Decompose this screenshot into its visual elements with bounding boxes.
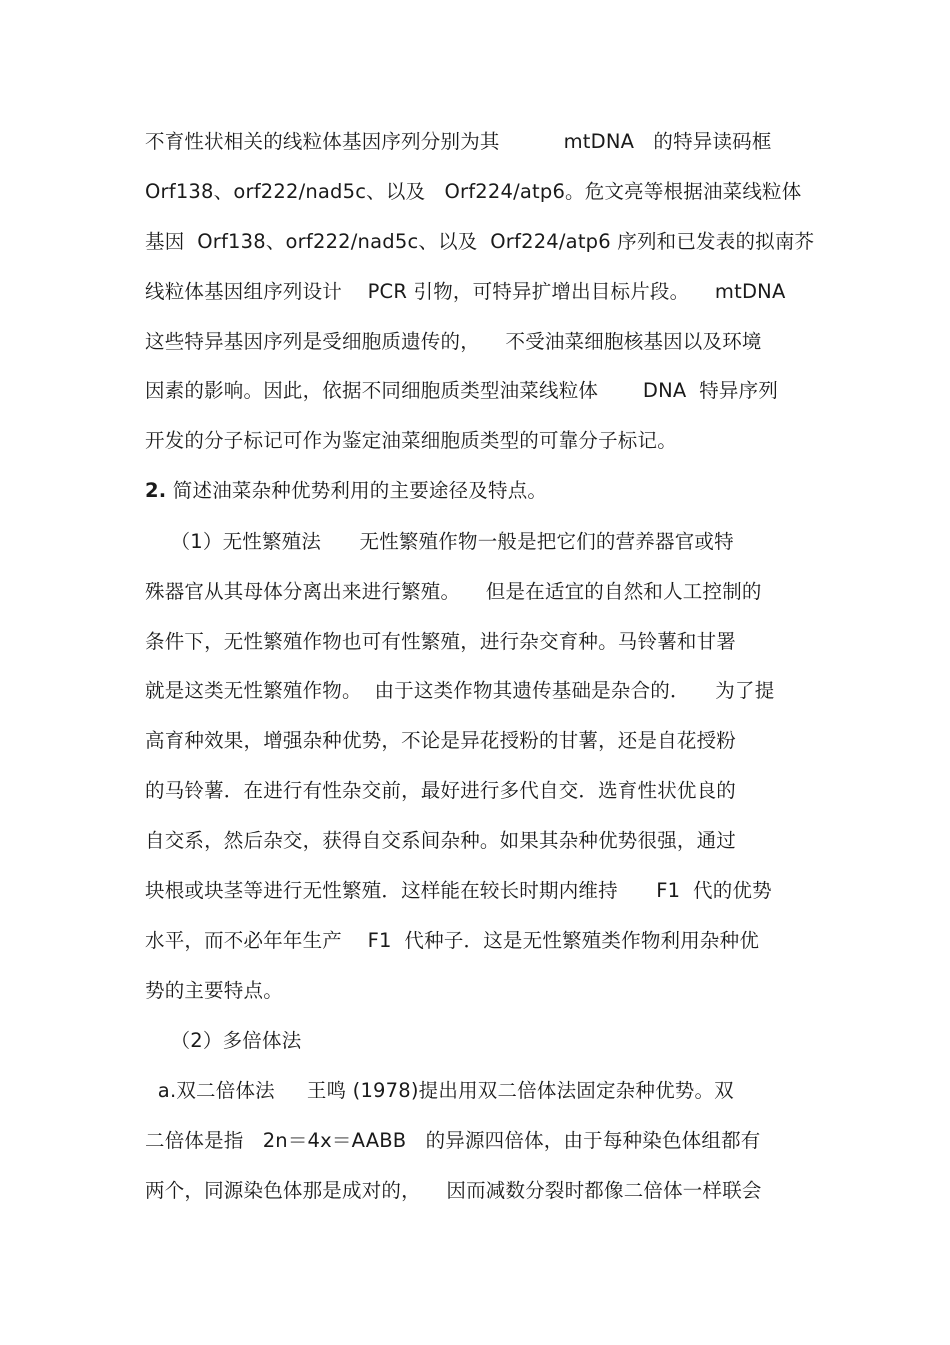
text-line: 势的主要特点。 (145, 979, 283, 1002)
text-line: 这些特异基因序列是受细胞质遗传的， 不受油菜细胞核基因以及环境 (145, 330, 762, 353)
text-line: 二倍体是指 2n＝4x＝AABB 的异源四倍体，由于每种染色体组都有 (145, 1129, 761, 1152)
text-line: （1）无性繁殖法 无性繁殖作物一般是把它们的营养器官或特 (145, 530, 734, 553)
text-line: 自交系，然后杂交，获得自交系间杂种。如果其杂种优势很强，通过 (145, 829, 737, 852)
heading-text: 简述油菜杂种优势利用的主要途径及特点。 (172, 479, 548, 502)
text-line: 基因 Orf138、orf222/nad5c、以及 Orf224/atp6 序列和已发表的拟南芥 (145, 230, 815, 253)
text-line: 线粒体基因组序列设计 PCR 引物，可特异扩增出目标片段。 mtDNA (145, 280, 786, 303)
text-line: （2）多倍体法 (145, 1029, 302, 1052)
text-line: 就是这类无性繁殖作物。 由于这类作物其遗传基础是杂合的． 为了提 (145, 679, 775, 702)
text-line: Orf138、orf222/nad5c、以及 Orf224/atp6。危文亮等根据油菜线粒体 (145, 180, 802, 203)
text-line: 的马铃薯．在进行有性杂交前，最好进行多代自交．选育性状优良的 (145, 779, 737, 802)
text-line: 因素的影响。因此，依据不同细胞质类型油菜线粒体 DNA 特异序列 (145, 379, 779, 402)
text-line: 高育种效果，增强杂种优势，不论是异花授粉的甘薯，还是自花授粉 (145, 729, 737, 752)
section-heading (145, 477, 547, 505)
text-line: 水平，而不必年年生产 F1 代种子．这是无性繁殖类作物利用杂种优 (145, 929, 760, 952)
text-line: 块根或块茎等进行无性繁殖．这样能在较长时期内维持 F1 代的优势 (145, 879, 772, 902)
text-line: a.双二倍体法 王鸣 (1978)提出用双二倍体法固定杂种优势。双 (145, 1079, 734, 1102)
text-line: 两个，同源染色体那是成对的， 因而减数分裂时都像二倍体一样联会 (145, 1179, 762, 1202)
text-line: 开发的分子标记可作为鉴定油菜细胞质类型的可靠分子标记。 (145, 429, 677, 452)
text-line: 不育性状相关的线粒体基因序列分别为其 mtDNA 的特异读码框 (145, 130, 772, 153)
heading-number: 2. (145, 479, 167, 502)
text-line: 殊器官从其母体分离出来进行繁殖。 但是在适宜的自然和人工控制的 (145, 580, 762, 603)
text-line: 条件下，无性繁殖作物也可有性繁殖，进行杂交育种。马铃薯和甘署 (145, 630, 737, 653)
